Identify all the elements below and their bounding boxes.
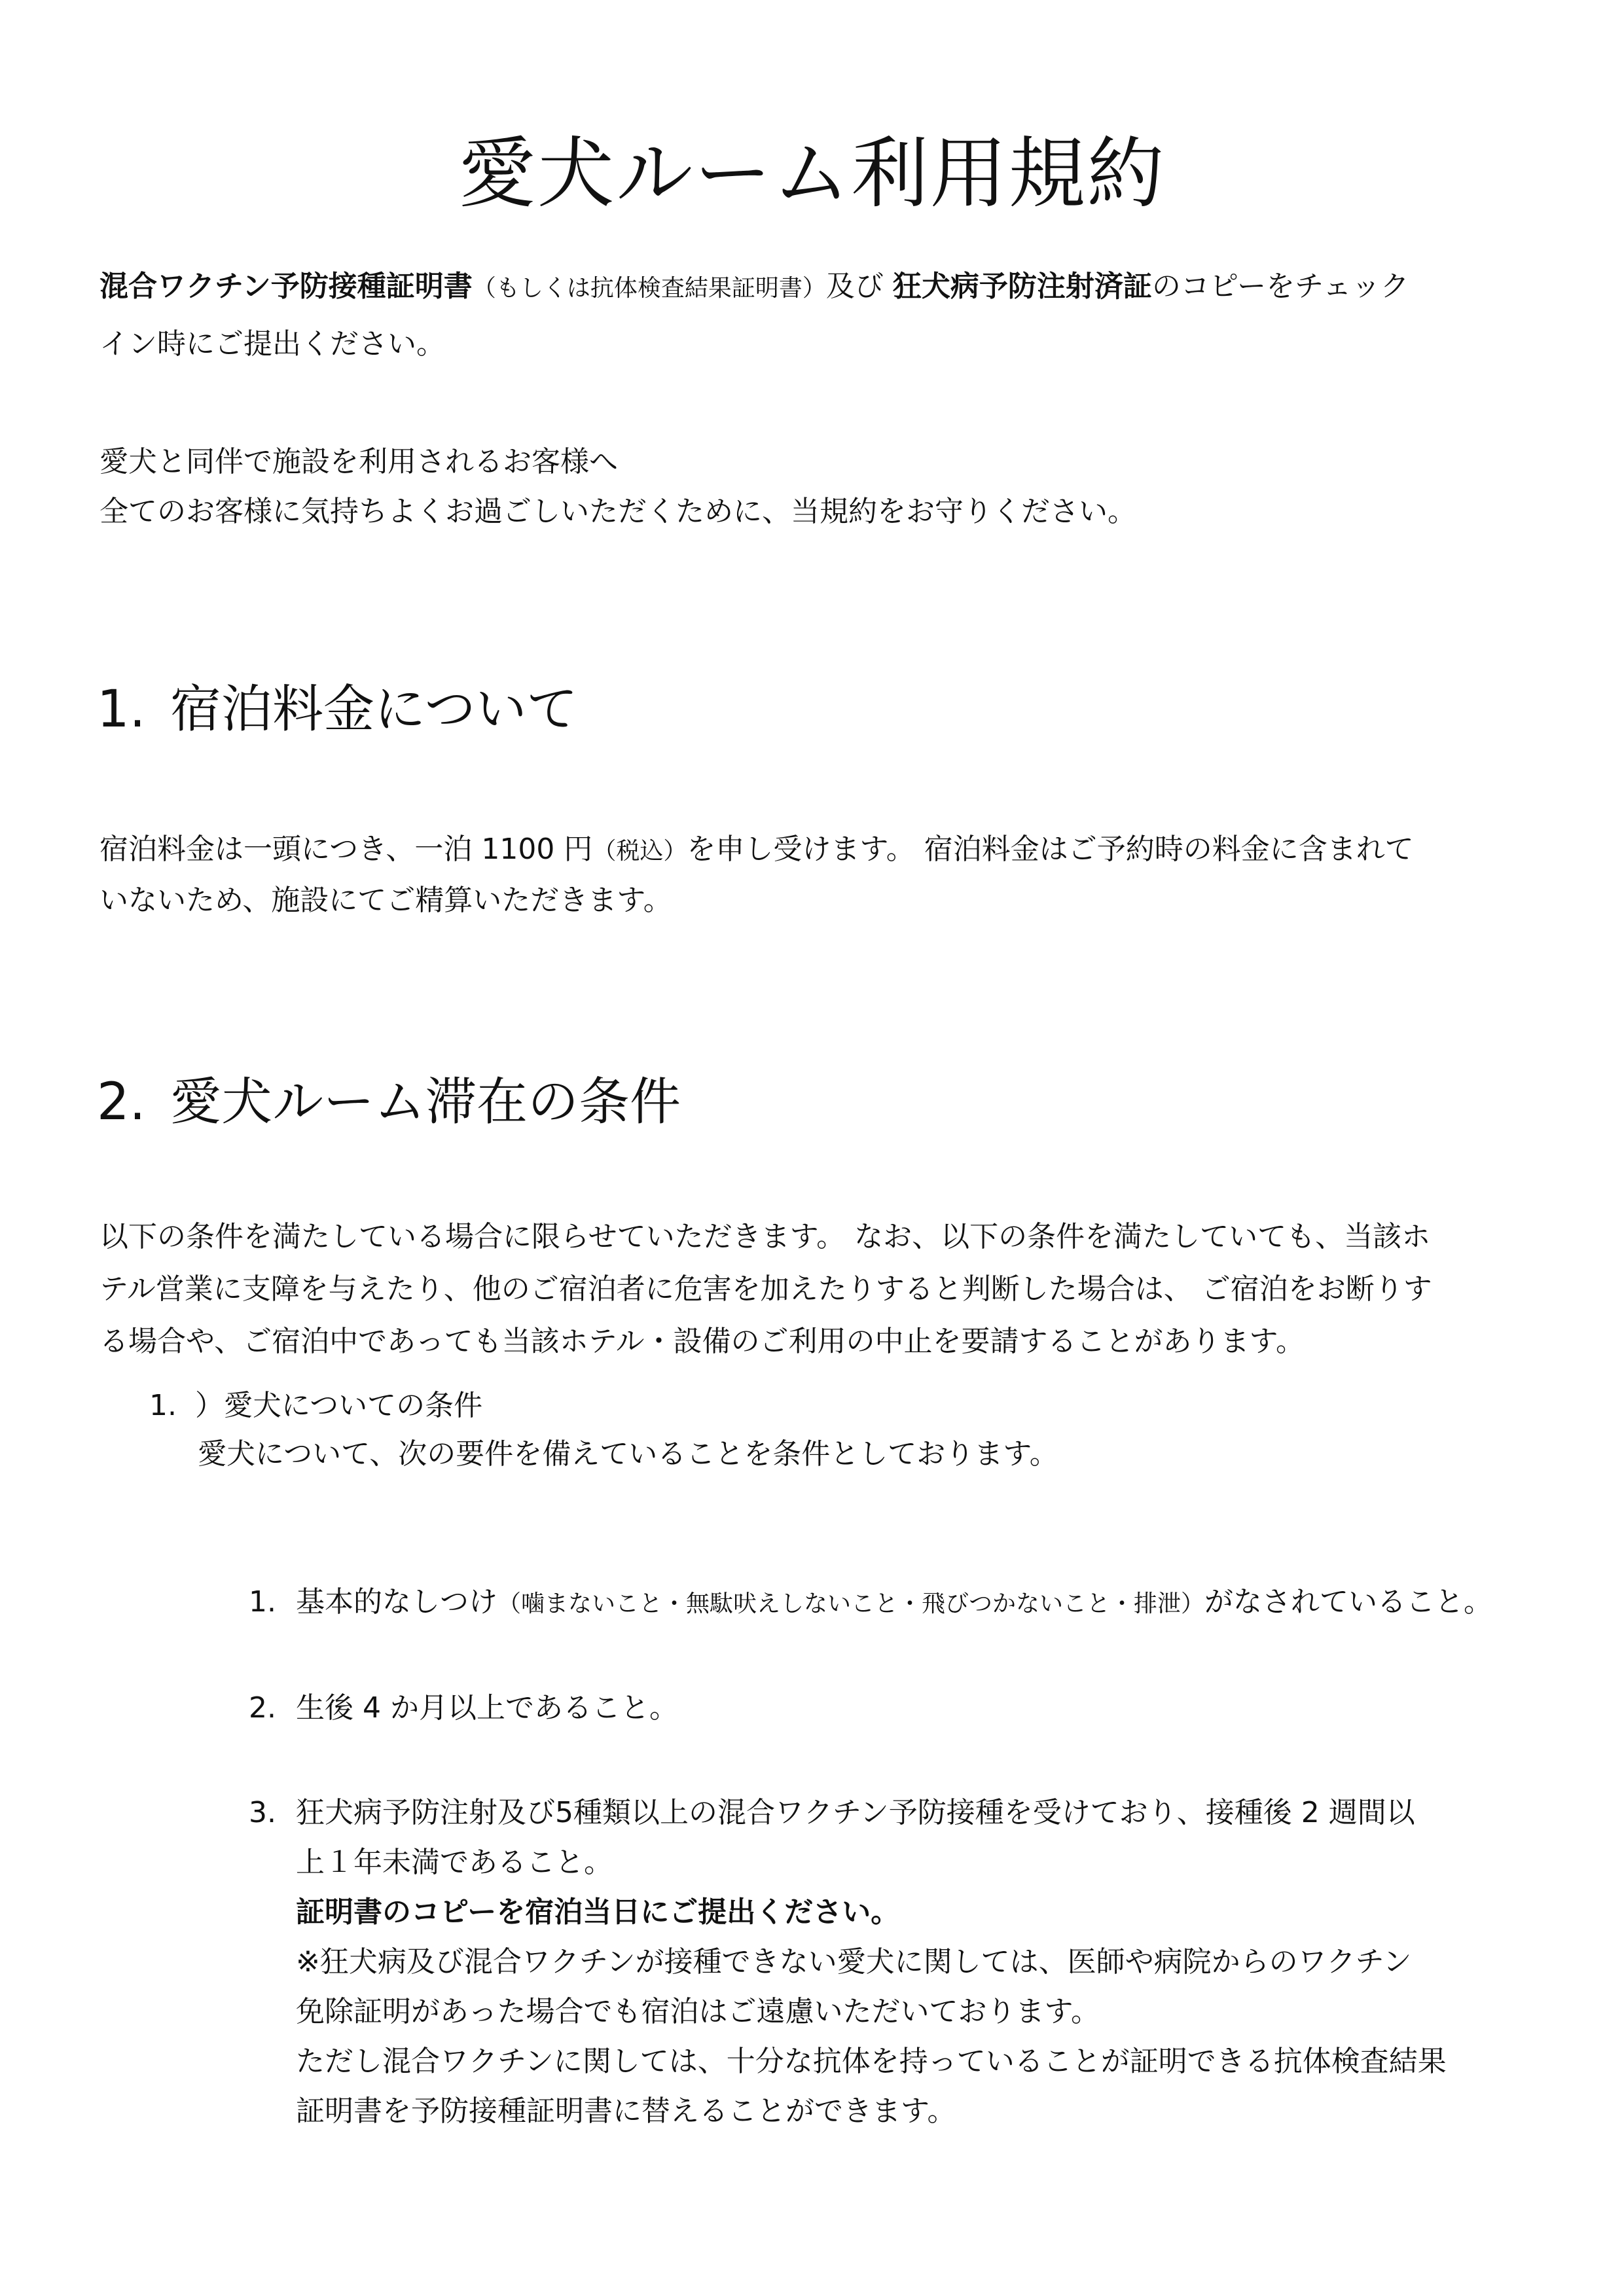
- vaccine-certificate-text: 混合ワクチン予防接種証明書: [99, 270, 473, 303]
- fee-line-1-b: を申し受けます。 宿泊料金はご予約時の料金に含まれて: [687, 833, 1414, 866]
- fee-line-1: [99, 830, 1414, 871]
- dog-conditions-number: 1.: [149, 1389, 177, 1422]
- tax-included-note: （税込）: [592, 838, 687, 865]
- requirement-3-line-1: 狂犬病予防注射及び5種類以上の混合ワクチン予防接種を受けており、接種後 2 週間以: [296, 1796, 1415, 1829]
- requirement-3-submit-note: 証明書のコピーを宿泊当日にご提出ください。: [296, 1895, 900, 1929]
- rabies-certificate-text: 狂犬病予防注射済証: [892, 270, 1152, 303]
- requirement-3-line-5: 免除証明があった場合でも宿泊はご遠慮いただいております。: [296, 1995, 1100, 2028]
- requirement-1-examples: （噛まないこと・無駄吠えしないこと・飛びつかないこと・排泄）: [497, 1590, 1205, 1617]
- section-1-heading: [97, 677, 577, 742]
- intro-line-2: イン時にご提出ください。: [99, 327, 445, 361]
- conditions-para-line-1: 以下の条件を満たしている場合に限らせていただきます。 なお、以下の条件を満たしていても、当該ホ: [99, 1220, 1431, 1253]
- greeting-line-2: 全てのお客様に気持ちよくお過ごしいただくために、当規約をお守りください。: [99, 495, 1136, 528]
- requirement-1-text: [296, 1583, 1492, 1624]
- dog-conditions-desc: 愛犬について、次の要件を備えていることを条件としております。: [198, 1437, 1058, 1471]
- section-2-title: 愛犬ルーム滞在の条件: [170, 1073, 681, 1132]
- requirement-2-number: 2.: [249, 1691, 276, 1725]
- requirement-3-line-4: ※狂犬病及び混合ワクチンが接種できない愛犬に関しては、医師や病院からのワクチン: [296, 1945, 1412, 1979]
- conditions-para-line-3: る場合や、ご宿泊中であっても当該ホテル・設備のご利用の中止を要請することがあります。: [99, 1325, 1305, 1358]
- intro-line-1: [99, 267, 1409, 308]
- fee-line-2: いないため、施設にてご精算いただきます。: [99, 884, 672, 917]
- fee-line-1-a: 宿泊料金は一頭につき、一泊 1100 円: [99, 833, 593, 866]
- section-2-number: 2.: [97, 1073, 146, 1132]
- requirement-3-line-6: ただし混合ワクチンに関しては、十分な抗体を持っていることが証明できる抗体検査結果: [296, 2045, 1447, 2078]
- requirement-1-text-a: 基本的なしつけ: [296, 1585, 497, 1619]
- section-1-number: 1.: [97, 680, 146, 739]
- conditions-para-line-2: テル営業に支障を与えたり、他のご宿泊者に危害を加えたりすると判断した場合は、 ご宿泊をお断りす: [99, 1272, 1432, 1306]
- requirement-3-number: 3.: [249, 1796, 276, 1829]
- requirement-2-text: 生後 4 か月以上であること。: [296, 1691, 678, 1725]
- requirement-3-line-7: 証明書を予防接種証明書に替えることができます。: [296, 2094, 956, 2128]
- requirement-1-text-b: がなされていること。: [1204, 1585, 1493, 1619]
- requirement-1-number: 1.: [249, 1585, 276, 1619]
- requirement-3-line-2: 上１年未満であること。: [296, 1846, 613, 1879]
- greeting-line-1: 愛犬と同伴で施設を利用されるお客様へ: [99, 445, 618, 478]
- dog-conditions-label: ）愛犬についての条件: [195, 1389, 483, 1422]
- document-title: 愛犬ルーム利用規約: [458, 128, 1166, 219]
- section-2-heading: [97, 1069, 681, 1135]
- section-1-title: 宿泊料金について: [170, 680, 578, 739]
- intro-line-1-tail: のコピーをチェック: [1151, 270, 1409, 303]
- antibody-certificate-note: （もしくは抗体検査結果証明書）: [472, 275, 826, 302]
- and-text: 及び: [825, 270, 893, 303]
